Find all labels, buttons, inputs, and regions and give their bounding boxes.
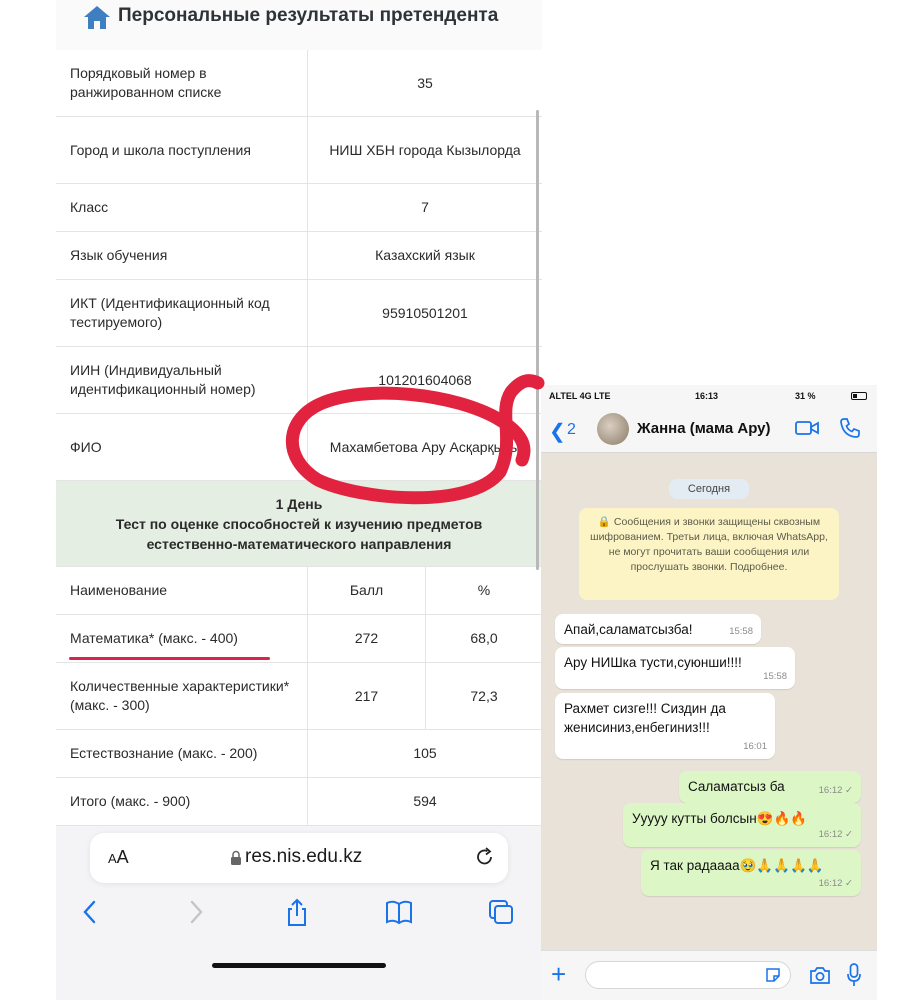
status-bar	[541, 385, 877, 407]
message-text: Ууууу кутты болсын😍🔥🔥	[632, 811, 808, 826]
message-time: 16:12 ✓	[818, 878, 853, 889]
table-row	[56, 778, 542, 826]
microphone-icon[interactable]	[847, 963, 861, 987]
message-text: Я так радаааа🥹🙏🙏🙏🙏	[650, 858, 824, 873]
avatar[interactable]	[597, 413, 629, 445]
row-value: 101201604068	[378, 371, 472, 388]
message-time: 16:12 ✓	[818, 829, 853, 840]
message-bubble-incoming[interactable]	[555, 693, 775, 759]
table-row	[56, 184, 542, 232]
subject-score: 594	[413, 793, 437, 809]
row-label: Класс	[56, 184, 308, 231]
message-bubble-incoming[interactable]	[555, 614, 761, 644]
clock: 16:13	[695, 391, 719, 401]
page-header	[56, 0, 542, 50]
forward-icon[interactable]	[180, 897, 210, 927]
table-row	[56, 232, 542, 280]
table-row	[56, 615, 542, 663]
table-row	[56, 414, 542, 481]
table-row	[56, 50, 542, 117]
results-table	[56, 50, 542, 826]
message-composer	[541, 950, 877, 1000]
message-input[interactable]	[585, 961, 791, 989]
exam-day-header	[56, 481, 542, 567]
row-value: 35	[417, 74, 433, 91]
header-percent: %	[477, 582, 491, 598]
table-row	[56, 117, 542, 184]
message-text: Апай,саламатсызба!	[564, 622, 693, 637]
tabs-icon[interactable]	[486, 897, 516, 927]
subject-name: Количественные характеристики* (макс. - 300)	[56, 663, 308, 729]
message-bubble-outgoing[interactable]	[623, 803, 861, 847]
message-bubble-outgoing[interactable]	[679, 771, 861, 803]
attach-plus-icon[interactable]: +	[551, 959, 567, 989]
address-bar[interactable]	[90, 833, 508, 883]
subject-score: 105	[413, 745, 437, 761]
home-icon[interactable]	[82, 4, 112, 30]
home-indicator[interactable]	[212, 963, 386, 968]
page-title: Персональные результаты претендента	[118, 5, 499, 26]
nis-results-page	[56, 0, 542, 1000]
message-text: Рахмет сизге!!! Сиздин да женисиниз,енбегиниз!!!	[564, 701, 726, 735]
subject-name: Естествознание (макс. - 200)	[56, 730, 308, 777]
table-row	[56, 347, 542, 414]
back-chevron-icon[interactable]: ❮	[549, 421, 566, 443]
message-time: 15:58	[763, 671, 787, 682]
share-icon[interactable]	[282, 897, 312, 927]
reload-icon[interactable]	[474, 846, 496, 868]
contact-name[interactable]: Жанна (мама Ару)	[637, 420, 771, 437]
bookmarks-icon[interactable]	[384, 897, 414, 927]
message-text: Саламатсыз ба	[688, 779, 785, 794]
unread-count[interactable]: 2	[567, 421, 576, 438]
subject-score: 272	[308, 615, 426, 662]
whatsapp-chat	[541, 385, 877, 1000]
lock-icon	[230, 850, 242, 866]
battery-icon	[851, 392, 867, 400]
message-bubble-outgoing[interactable]	[641, 850, 861, 896]
back-icon[interactable]	[76, 897, 106, 927]
subject-score: 217	[308, 663, 426, 729]
phone-call-icon[interactable]	[839, 417, 861, 439]
video-call-icon[interactable]	[795, 419, 819, 437]
subject-name-text: Математика* (макс. - 400)	[70, 630, 238, 646]
sticker-icon[interactable]	[765, 967, 781, 983]
header-name: Наименование	[56, 567, 308, 614]
subject-percent: 68,0	[470, 630, 498, 646]
red-underline-annotation	[69, 657, 270, 660]
camera-icon[interactable]	[809, 965, 831, 985]
row-value: НИШ ХБН города Кызылорда	[329, 141, 521, 158]
row-label: Город и школа поступления	[56, 117, 308, 183]
table-row	[56, 280, 542, 347]
subject-percent: 72,3	[470, 687, 498, 704]
chat-header	[541, 407, 877, 453]
table-row	[56, 663, 542, 730]
message-time: 16:01	[743, 741, 767, 752]
message-time: 16:12 ✓	[818, 785, 853, 796]
battery-percent: 31 %	[795, 391, 816, 401]
reader-aa-button[interactable]: AA	[108, 847, 129, 867]
row-label: Язык обучения	[56, 232, 308, 279]
table-row	[56, 730, 542, 778]
carrier-label: ALTEL 4G LTE	[549, 391, 611, 401]
row-value: Казахский язык	[375, 247, 475, 263]
row-label: ИИН (Индивидуальный идентификационный номер)	[56, 347, 308, 413]
header-score: Балл	[308, 567, 426, 614]
message-text: Ару НИШка тусти,суюнши!!!!	[564, 655, 742, 670]
scores-header-row	[56, 567, 542, 615]
row-label: Порядковый номер в ранжированном списке	[56, 50, 308, 116]
subject-name: Итого (макс. - 900)	[56, 778, 308, 825]
row-label: ФИО	[56, 414, 308, 480]
day-title: 1 День	[275, 495, 323, 512]
message-time: 15:58	[729, 626, 753, 637]
scrollbar[interactable]	[536, 110, 539, 570]
subject-name	[56, 615, 308, 662]
day-subtitle: Тест по оценке способностей к изучению предметов естественно-математического направления	[115, 515, 483, 552]
row-value: 95910501201	[382, 304, 468, 321]
row-value: Махамбетова Ару Асқарқызы	[329, 438, 521, 455]
encryption-notice[interactable]: 🔒 Сообщения и звонки защищены сквозным шифрованием. Третьи лица, включая WhatsApp, не могут прочитать ваши сообщения или прослушать звонки. Подробнее.	[579, 508, 839, 600]
date-separator: Сегодня	[669, 479, 749, 499]
message-bubble-incoming[interactable]	[555, 647, 795, 689]
row-value: 7	[421, 199, 429, 215]
row-label: ИКТ (Идентификационный код тестируемого)	[56, 280, 308, 346]
url-text[interactable]: res.nis.edu.kz	[245, 846, 363, 867]
